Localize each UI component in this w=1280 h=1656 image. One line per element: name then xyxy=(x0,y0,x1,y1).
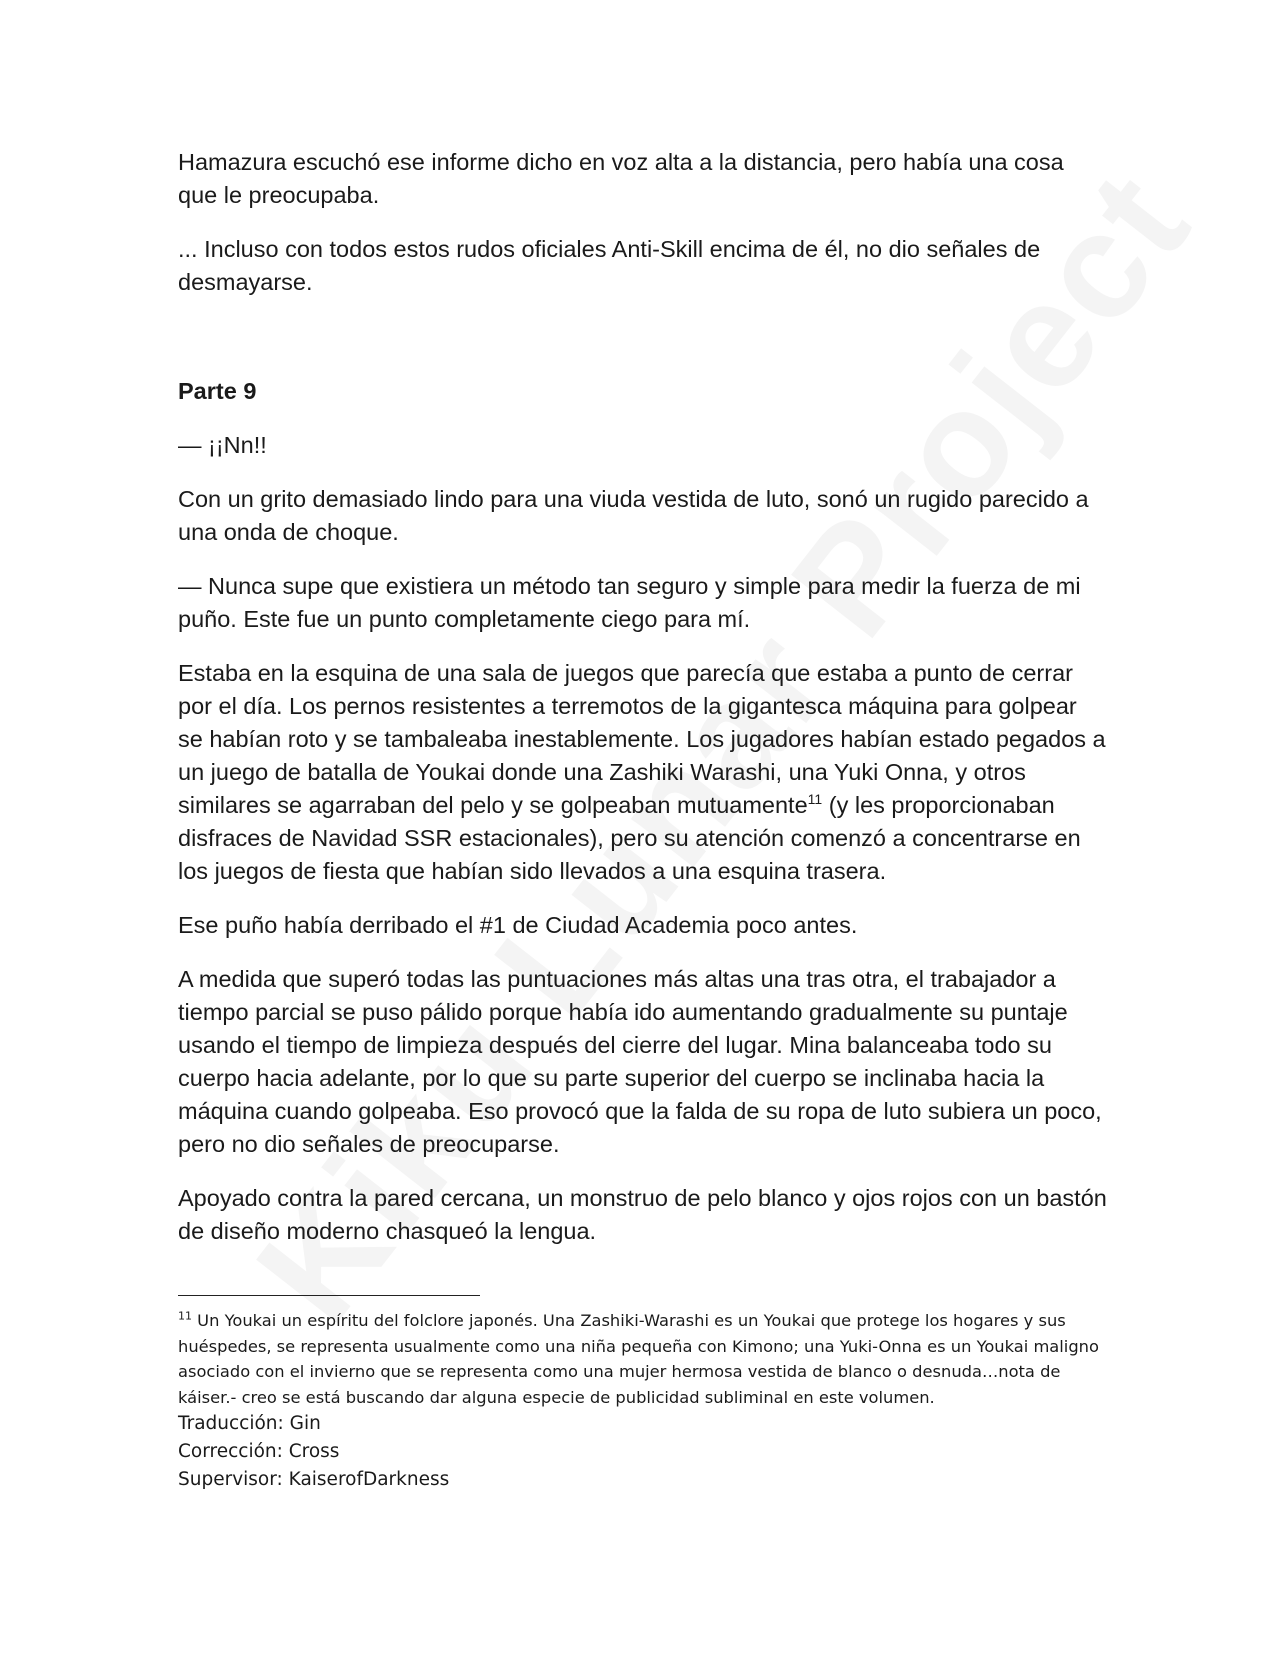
paragraph: A medida que superó todas las puntuaciones más altas una tras otra, el trabajador a tiempo parcial se puso pálido porque había ido aumentando gradualmente su puntaje usando el tiempo de limpieza después del cierre del lugar. Mina balanceaba todo su cuerpo hacia adelante, por lo que su parte superior del cuerpo se inclinaba hacia la máquina cuando golpeaba. Eso provocó que la falda de su ropa de luto subiera un poco, pero no dio señales de preocuparse. xyxy=(178,966,1102,1157)
credit-supervisor: Supervisor: KaiserofDarkness xyxy=(178,1469,450,1490)
document-page xyxy=(178,146,1108,1494)
credit-translation: Traducción: Gin xyxy=(178,1413,321,1434)
footnote xyxy=(178,1308,1108,1410)
footnote-text: Un Youkai un espíritu del folclore japonés. Una Zashiki-Warashi es un Youkai que protege los hogares y sus huéspedes, se representa usualmente como una niña pequeña con Kimono; una Yuki-Onna es un Youkai maligno asociado con el invierno que se representa como una mujer hermosa vestida de blanco o desnuda…nota de káiser.- creo se está buscando dar alguna especie de publicidad subliminal en este volumen. xyxy=(178,1311,1099,1407)
credit-correction: Corrección: Cross xyxy=(178,1441,340,1462)
paragraph: Ese puño había derribado el #1 de Ciudad Academia poco antes. xyxy=(178,912,858,938)
paragraph: Apoyado contra la pared cercana, un monstruo de pelo blanco y ojos rojos con un bastón de diseño moderno chasqueó la lengua. xyxy=(178,1185,1107,1244)
section-heading: Parte 9 xyxy=(178,378,257,404)
paragraph-with-footnote xyxy=(178,657,1108,888)
footnote-reference[interactable]: 11 xyxy=(807,791,823,808)
footnote-number: 11 xyxy=(178,1309,192,1323)
dialogue-line: — ¡¡Nn!! xyxy=(178,432,267,458)
dialogue-line: — Nunca supe que existiera un método tan seguro y simple para medir la fuerza de mi puño. Este fue un punto completamente ciego para mí. xyxy=(178,573,1081,632)
paragraph-text: (y les proporcionaban disfraces de Navidad SSR estacionales), pero su atención comenzó a concentrarse en los juegos de fiesta que habían sido llevados a una esquina trasera. xyxy=(178,792,1081,884)
paragraph: Hamazura escuchó ese informe dicho en voz alta a la distancia, pero había una cosa que le preocupaba. xyxy=(178,149,1064,208)
footnote-separator xyxy=(178,1295,480,1296)
paragraph-text: Estaba en la esquina de una sala de juegos que parecía que estaba a punto de cerrar por el día. Los pernos resistentes a terremotos de la gigantesca máquina para golpear se habían roto y se tambaleaba inestablemente. Los jugadores habían estado pegados a un juego de batalla de Youkai donde una Zashiki Warashi, una Yuki Onna, y otros similares se agarraban del pelo y se golpeaban mutuamente xyxy=(178,660,1106,818)
paragraph: Con un grito demasiado lindo para una viuda vestida de luto, sonó un rugido parecido a una onda de choque. xyxy=(178,486,1089,545)
paragraph: ... Incluso con todos estos rudos oficiales Anti-Skill encima de él, no dio señales de desmayarse. xyxy=(178,236,1041,295)
